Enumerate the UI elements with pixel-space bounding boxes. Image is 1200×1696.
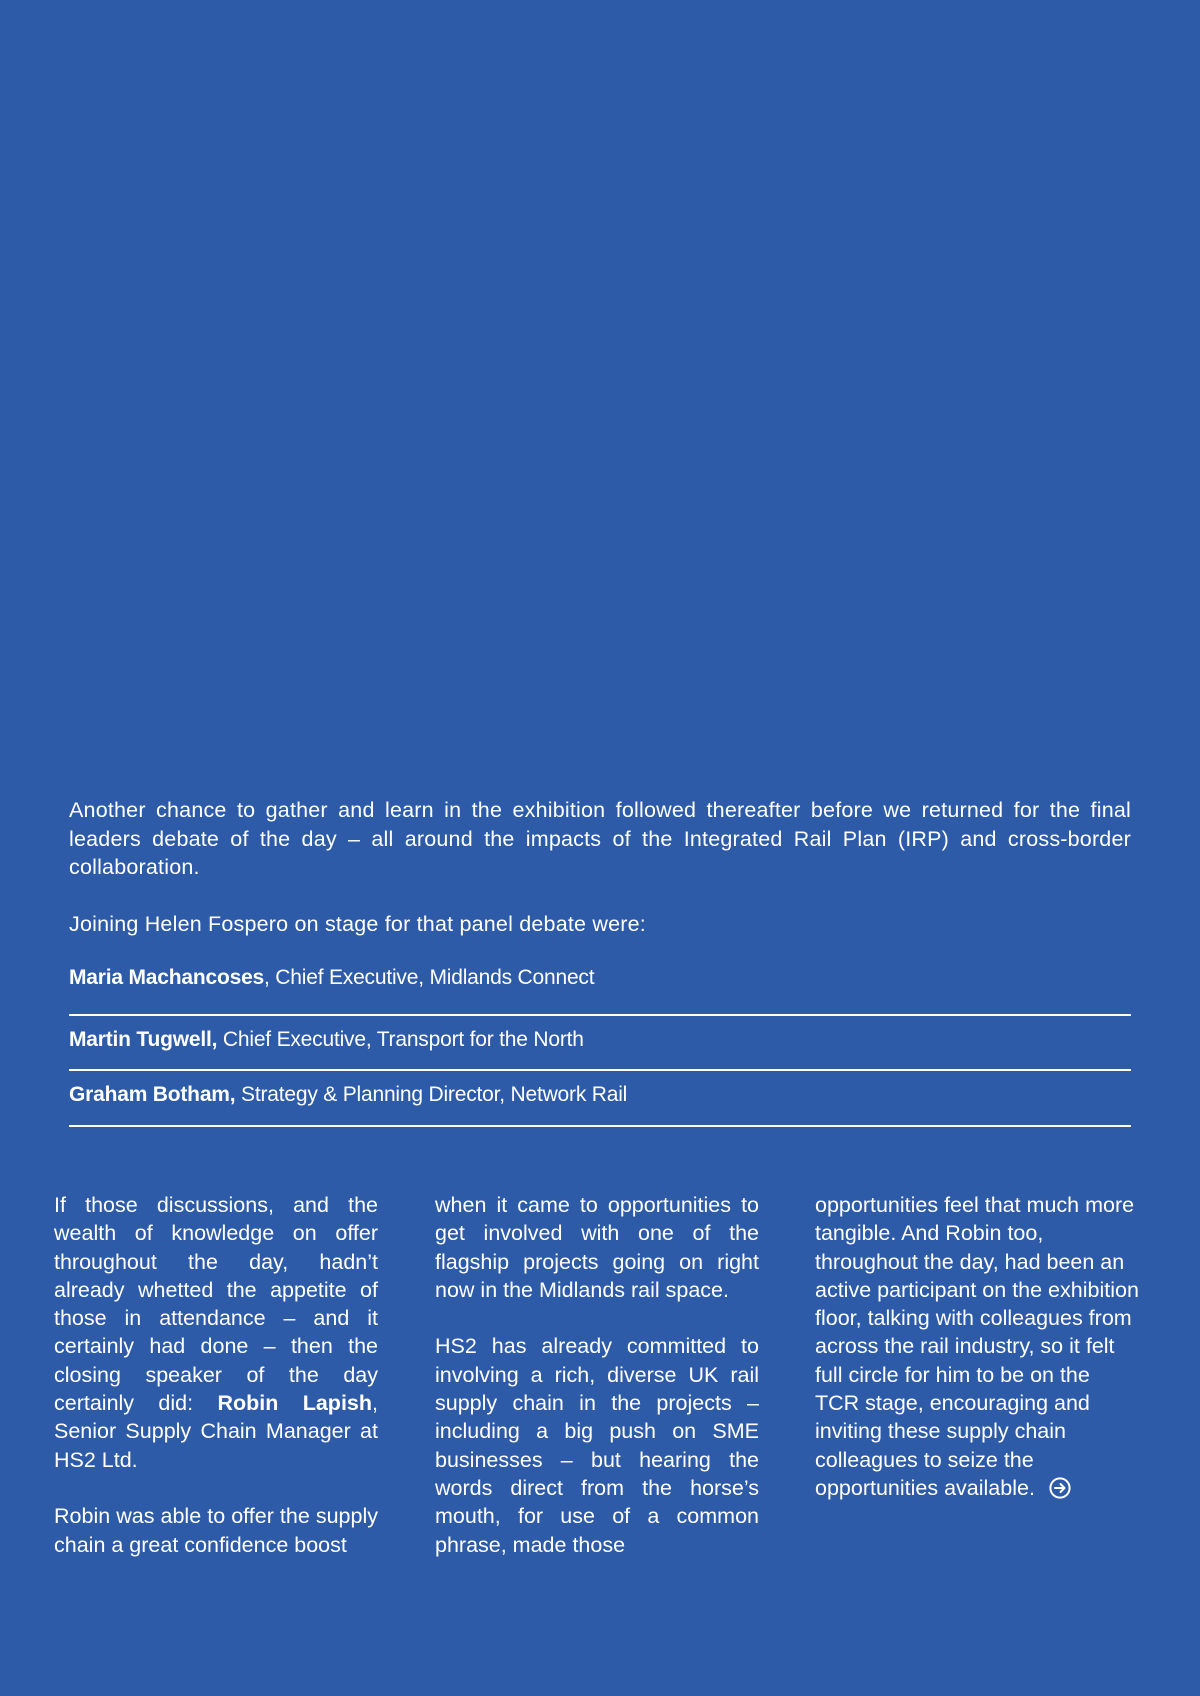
panel-member-name: Martin Tugwell, <box>69 1027 218 1051</box>
column-paragraph: when it came to opportunities to get involved with one of the flagship projects going on right now in the Midlands rail space. <box>435 1193 759 1302</box>
panel-member-name: Maria Machancoses <box>69 966 265 989</box>
panel-member-role: Strategy & Planning Director, Network Rail <box>235 1083 628 1106</box>
column-paragraph <box>815 1191 1139 1502</box>
intro-section <box>69 796 1131 938</box>
panel-member-name: Graham Botham, <box>69 1083 236 1106</box>
paragraph-text: , Senior Supply Chain Manager at HS2 Ltd. <box>54 1391 378 1472</box>
panel-member <box>69 1071 1131 1127</box>
intro-paragraph: Another chance to gather and learn in the exhibition followed thereafter before we returned for the final leaders debate of the day – all around the impacts of the Integrated Rail Plan (IRP) and cross-border collaboration. <box>69 798 1131 879</box>
panel-member-role: Chief Executive, Transport for the North <box>217 1027 584 1051</box>
panel-member-role: , Chief Executive, Midlands Connect <box>264 966 595 989</box>
panel-member <box>69 1016 1131 1072</box>
panel-member <box>69 960 1131 1016</box>
arrow-right-circle-icon[interactable] <box>1049 1477 1071 1499</box>
paragraph-text: opportunities feel that much more tangible. And Robin too, throughout the day, had been an active participant on the exhibition floor, talking with colleagues from across the rail industry, so it felt full circle for him to be on the TCR stage, encouraging and inviting these supply chain colleagues to seize the opportunities available. <box>815 1193 1139 1500</box>
body-column-2 <box>435 1191 759 1559</box>
panel-intro-paragraph: Joining Helen Fospero on stage for that panel debate were: <box>69 911 646 936</box>
speaker-name: Robin Lapish <box>217 1391 373 1416</box>
body-column-3 <box>815 1191 1139 1502</box>
panel-list <box>69 960 1131 1127</box>
column-paragraph <box>54 1191 378 1474</box>
column-paragraph: Robin was able to offer the supply chain a great confidence boost <box>54 1504 378 1557</box>
body-column-1 <box>54 1191 378 1559</box>
column-paragraph: HS2 has already committed to involving a rich, diverse UK rail supply chain in the projects – including a big push on SME businesses – but hearing the words direct from the horse’s mouth, for use of a common phrase, made those <box>435 1334 759 1557</box>
paragraph-text: If those discussions, and the wealth of knowledge on offer throughout the day, hadn’t already whetted the appetite of those in attendance – and it certainly had done – then the closing speaker of the day certainly did: <box>54 1193 378 1416</box>
